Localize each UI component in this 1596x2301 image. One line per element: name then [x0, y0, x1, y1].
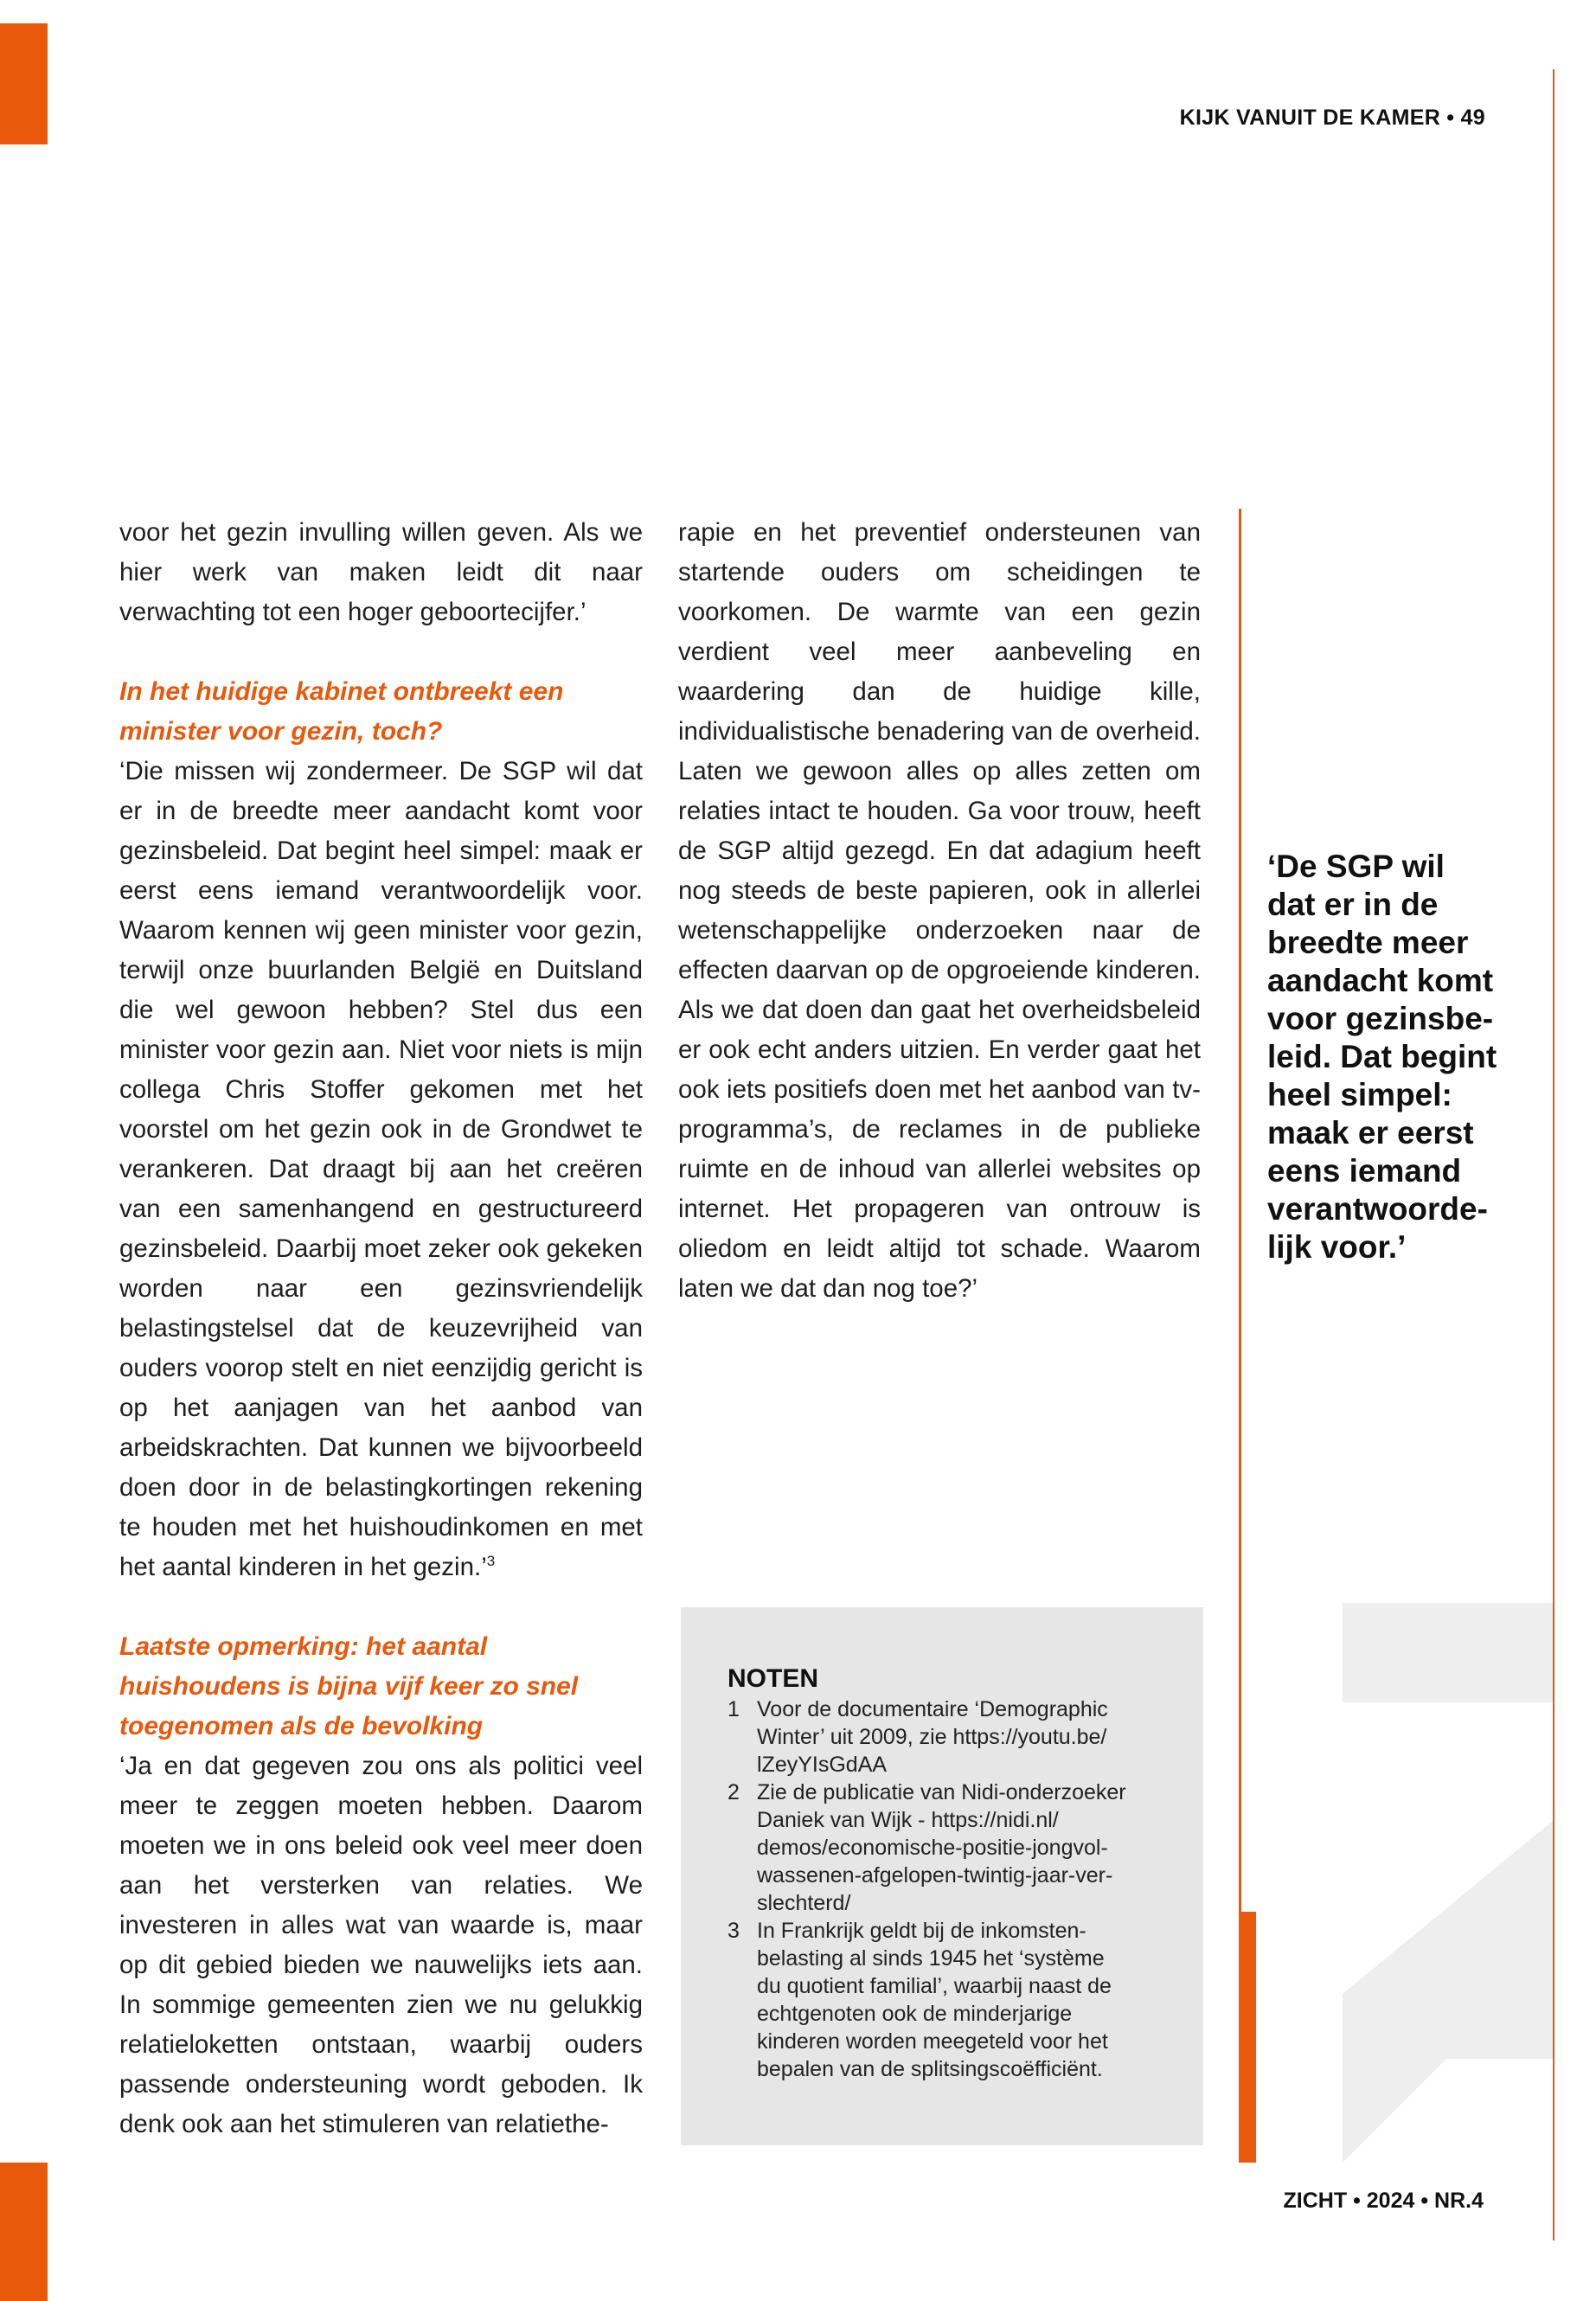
notes-list — [727, 1695, 1177, 2083]
note-number: 3 — [727, 1919, 740, 1943]
interview-question: In het huidige kabinet ontbreekt een minister voor gezin, toch? — [119, 677, 564, 746]
footnote-ref: 3 — [486, 1553, 496, 1570]
notes-box — [681, 1607, 1203, 2145]
pull-quote: ‘De SGP wil dat er in de breedte meer aandacht komt voor gezinsbe- leid. Dat begint heel simpel: maak er eerst eens iemand verantwoorde- lijk voor.’ — [1267, 849, 1497, 1265]
pullquote-rule-accent — [1239, 1912, 1256, 2163]
decorative-shape — [1343, 1603, 1553, 1702]
bottom-left-accent-bar — [0, 2163, 48, 2301]
notes-title: NOTEN — [727, 1664, 818, 1693]
paragraph: ‘Die missen wij zondermeer. De SGP wil dat er in de breedte meer aandacht komt voor gezinsbeleid. Dat begint heel simpel: maak er eerst eens iemand verantwoordelijk voor. Waarom kennen wij geen minister voor gezin, terwijl onze buurlanden België en Duitsland die wel gewoon hebben? Stel dus een minister voor gezin aan. Niet voor niets is mijn collega Chris Stoffer gekomen met het voorstel om het gezin ook in de Grondwet te verankeren. Dat draagt bij aan het creëren van een samenhangend en gestructureerd gezinsbeleid. Daarbij moet zeker ook gekeken worden naar een gezinsvriendelijk belastingstelsel dat de keuzevrijheid van ouders voorop stelt en niet eenzijdig gericht is op het aanjagen van het aanbod van arbeidskrachten. Dat kunnen we bijvoorbeeld doen door in de belastingkortingen rekening te houden met het huishoudinkomen en met het aantal kinderen in het gezin.’$^3$ — [119, 757, 643, 1581]
running-footer: ZICHT • 2024 • NR.4 — [1283, 2189, 1484, 2213]
interview-question: Laatste opmerking: het aantal huishoudens is bijna vijf keer zo snel toegenomen als de bevolking — [119, 1632, 579, 1740]
column-right — [678, 513, 1201, 1309]
note-number: 1 — [727, 1697, 740, 1721]
right-margin-rule — [1553, 69, 1554, 2240]
top-left-accent-bar — [0, 23, 48, 144]
paragraph: ‘Ja en dat gegeven zou ons als politici veel meer te zeggen moeten hebben. Daarom moeten we in ons beleid ook veel meer doen aan het versterken van relaties. We investeren in alles wat van waarde is, maar op dit gebied bieden we nauwelijks iets aan. In sommige gemeenten zien we nu gelukkig relatieloketten ontstaan, waarbij ouders passende ondersteuning wordt geboden. Ik denk ook aan het stimuleren van relatiethe- — [119, 1752, 643, 2138]
column-left — [119, 513, 643, 2144]
note-item: 3 In Frankrijk geldt bij de inkomsten- belasting al sinds 1945 het ‘système du quotient familial’, waarbij naast de echtgenoten ook de minderjarige kinderen worden meegeteld voor het bepalen van de splitsingscoëfficiënt. — [727, 1919, 1112, 2081]
paragraph: rapie en het preventief ondersteunen van startende ouders om scheidingen te voorkomen. De warmte van een gezin verdient veel meer aanbeveling en waardering dan de huidige kille, individualistische benadering van de overheid. Laten we gewoon alles op alles zetten om relaties intact te houden. Ga voor trouw, heeft de SGP altijd gezegd. En dat adagium heeft nog steeds de beste papieren, ook in allerlei wetenschappelijke onderzoeken naar de effecten daarvan op de opgroeiende kinderen. Als we dat doen dan gaat het overheidsbeleid er ook echt anders uitzien. En verder gaat het ook iets positiefs doen met het aanbod van tv-programma’s, de reclames in de publieke ruimte en de inhoud van allerlei websites op internet. Het propageren van ontrouw is oliedom en leidt altijd tot schade. Waarom laten we dat dan nog toe?’ — [678, 518, 1201, 1303]
note-number: 2 — [727, 1780, 740, 1804]
note-item: 1 Voor de documentaire ‘Demographic Winter’ uit 2009, zie https://youtu.be/ lZeyYIsGdAA — [727, 1697, 1108, 1777]
paragraph: voor het gezin invulling willen geven. Als we hier werk van maken leidt dit naar verwachting tot een hoger geboortecijfer.’ — [119, 518, 643, 626]
running-header: KIJK VANUIT DE KAMER • 49 — [1179, 106, 1485, 130]
note-item: 2 Zie de publicatie van Nidi-onderzoeker Daniek van Wijk - https://nidi.nl/ demos/economische-positie-jongvol- wassenen-afgelopen-twintig-jaar-ver- slechterd/ — [727, 1780, 1126, 1915]
decorative-shape-diagonal — [1343, 1821, 1553, 2163]
